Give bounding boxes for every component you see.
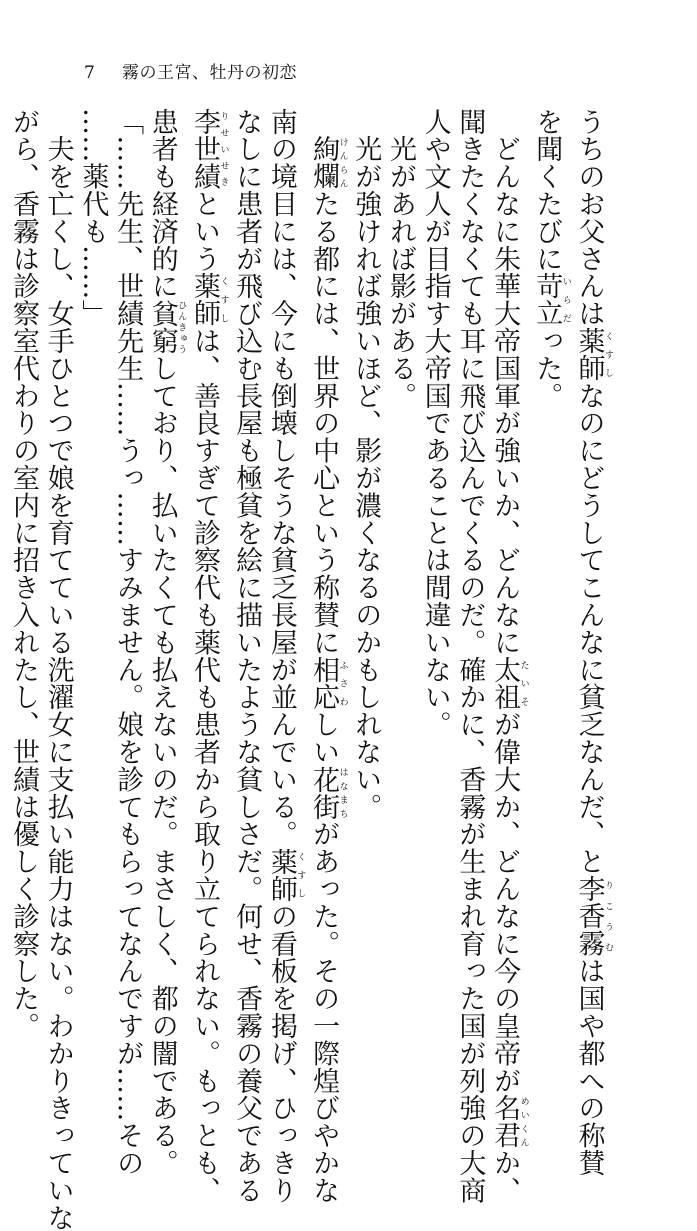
ruby-reading: りせいせき: [218, 108, 229, 191]
ruby-annotation: 相応ふさわ: [308, 656, 348, 711]
text-line: どんなに朱華大帝国軍が強いか、どんなに太祖たいそが偉大か、どんなに今の皇帝が名君めいくんか、: [489, 108, 529, 1205]
ruby-annotation: 薬師くすし: [265, 847, 306, 903]
ruby-reading: ふさわ: [337, 656, 348, 711]
text-line: 光が強ければ強いほど、影が濃くなるのかもしれない。: [350, 108, 382, 821]
page-number: 7: [84, 63, 96, 83]
ruby-reading: くすし: [603, 327, 613, 382]
text-line: がら、香霧は診察室代わりの室内に招き入れたし、世績は優しく診察した。: [7, 108, 39, 1040]
text-line: なしに患者が飛び込む長屋も極貧を絵に描いたような貧しさだ。何せ、香霧の養父である: [231, 108, 263, 1204]
text-line: 「……先生、世績先生……うっ……すみません。娘を診てもらってなんですが……その: [112, 108, 144, 1177]
text-line: 光があれば影がある。: [384, 108, 416, 410]
text-line: 聞きたくなくても耳に飛び込んでくるのだ。確かに、香霧が生まれ育った国が列強の大商: [454, 108, 486, 1204]
ruby-annotation: 花街はなまち: [308, 765, 348, 821]
ruby-reading: ひんきゅう: [176, 299, 187, 355]
ruby-annotation: 苛立いらだ: [531, 272, 571, 328]
text-line: うちのお父さんは薬師くすしなのにどうしてこんなに貧乏なんだ、と李香霧りこうむは国や都への称賛: [573, 108, 613, 1177]
running-header: [84, 58, 297, 83]
text-line: 人や文人が目指す大帝国であることは間違いない。: [419, 108, 451, 739]
vertical-body-text: [7, 108, 613, 1231]
ruby-annotation: 貧窮ひんきゅう: [146, 299, 187, 355]
ruby-reading: いらだ: [560, 272, 571, 328]
ruby-annotation: 薬師くすし: [188, 272, 229, 328]
text-line: 夫を亡くし、女手ひとつで娘を育てている洗濯女に支払い能力はない。わかりきっていな: [42, 108, 74, 1231]
text-line: 李世績りせいせきという薬師くすしは、善良すぎて診察代も薬代も患者から取り立てられない。もっとも、: [188, 108, 229, 1205]
text-line: 絢爛けんらんたる都には、世界の中心という称賛に相応ふさわしい花街はなまちがあった。その一際煌びやかな: [308, 135, 348, 1205]
ruby-reading: りこうむ: [603, 875, 613, 958]
ruby-annotation: 名君めいくん: [489, 1094, 529, 1150]
ruby-reading: くすし: [218, 272, 229, 328]
ruby-annotation: 太祖たいそ: [489, 656, 529, 711]
text-line: 南の境目には、今にも倒壊しそうな貧乏長屋が並んでいる。薬師くすしの看板を掲げ、ひっきり: [265, 108, 306, 1205]
ruby-annotation: 李香霧りこうむ: [573, 875, 613, 958]
ruby-annotation: 薬師くすし: [573, 327, 613, 383]
chapter-title: 霧の王宮、牡丹の初恋: [122, 63, 297, 83]
ruby-reading: けんらん: [337, 135, 348, 191]
ruby-reading: めいくん: [518, 1094, 529, 1150]
ruby-reading: くすし: [295, 847, 306, 903]
text-line: を聞くたびに苛立いらだった。: [531, 108, 571, 410]
ruby-annotation: 李世績りせいせき: [188, 108, 229, 191]
text-line: 患者も経済的に貧窮ひんきゅうしており、払いたくても払えないのだ。まさしく、都の闇である。: [146, 108, 187, 1177]
ruby-reading: たいそ: [518, 656, 529, 711]
text-line: ……薬代も……」: [77, 108, 109, 328]
ruby-annotation: 絢爛けんらん: [308, 135, 348, 191]
ruby-reading: はなまち: [337, 765, 348, 821]
